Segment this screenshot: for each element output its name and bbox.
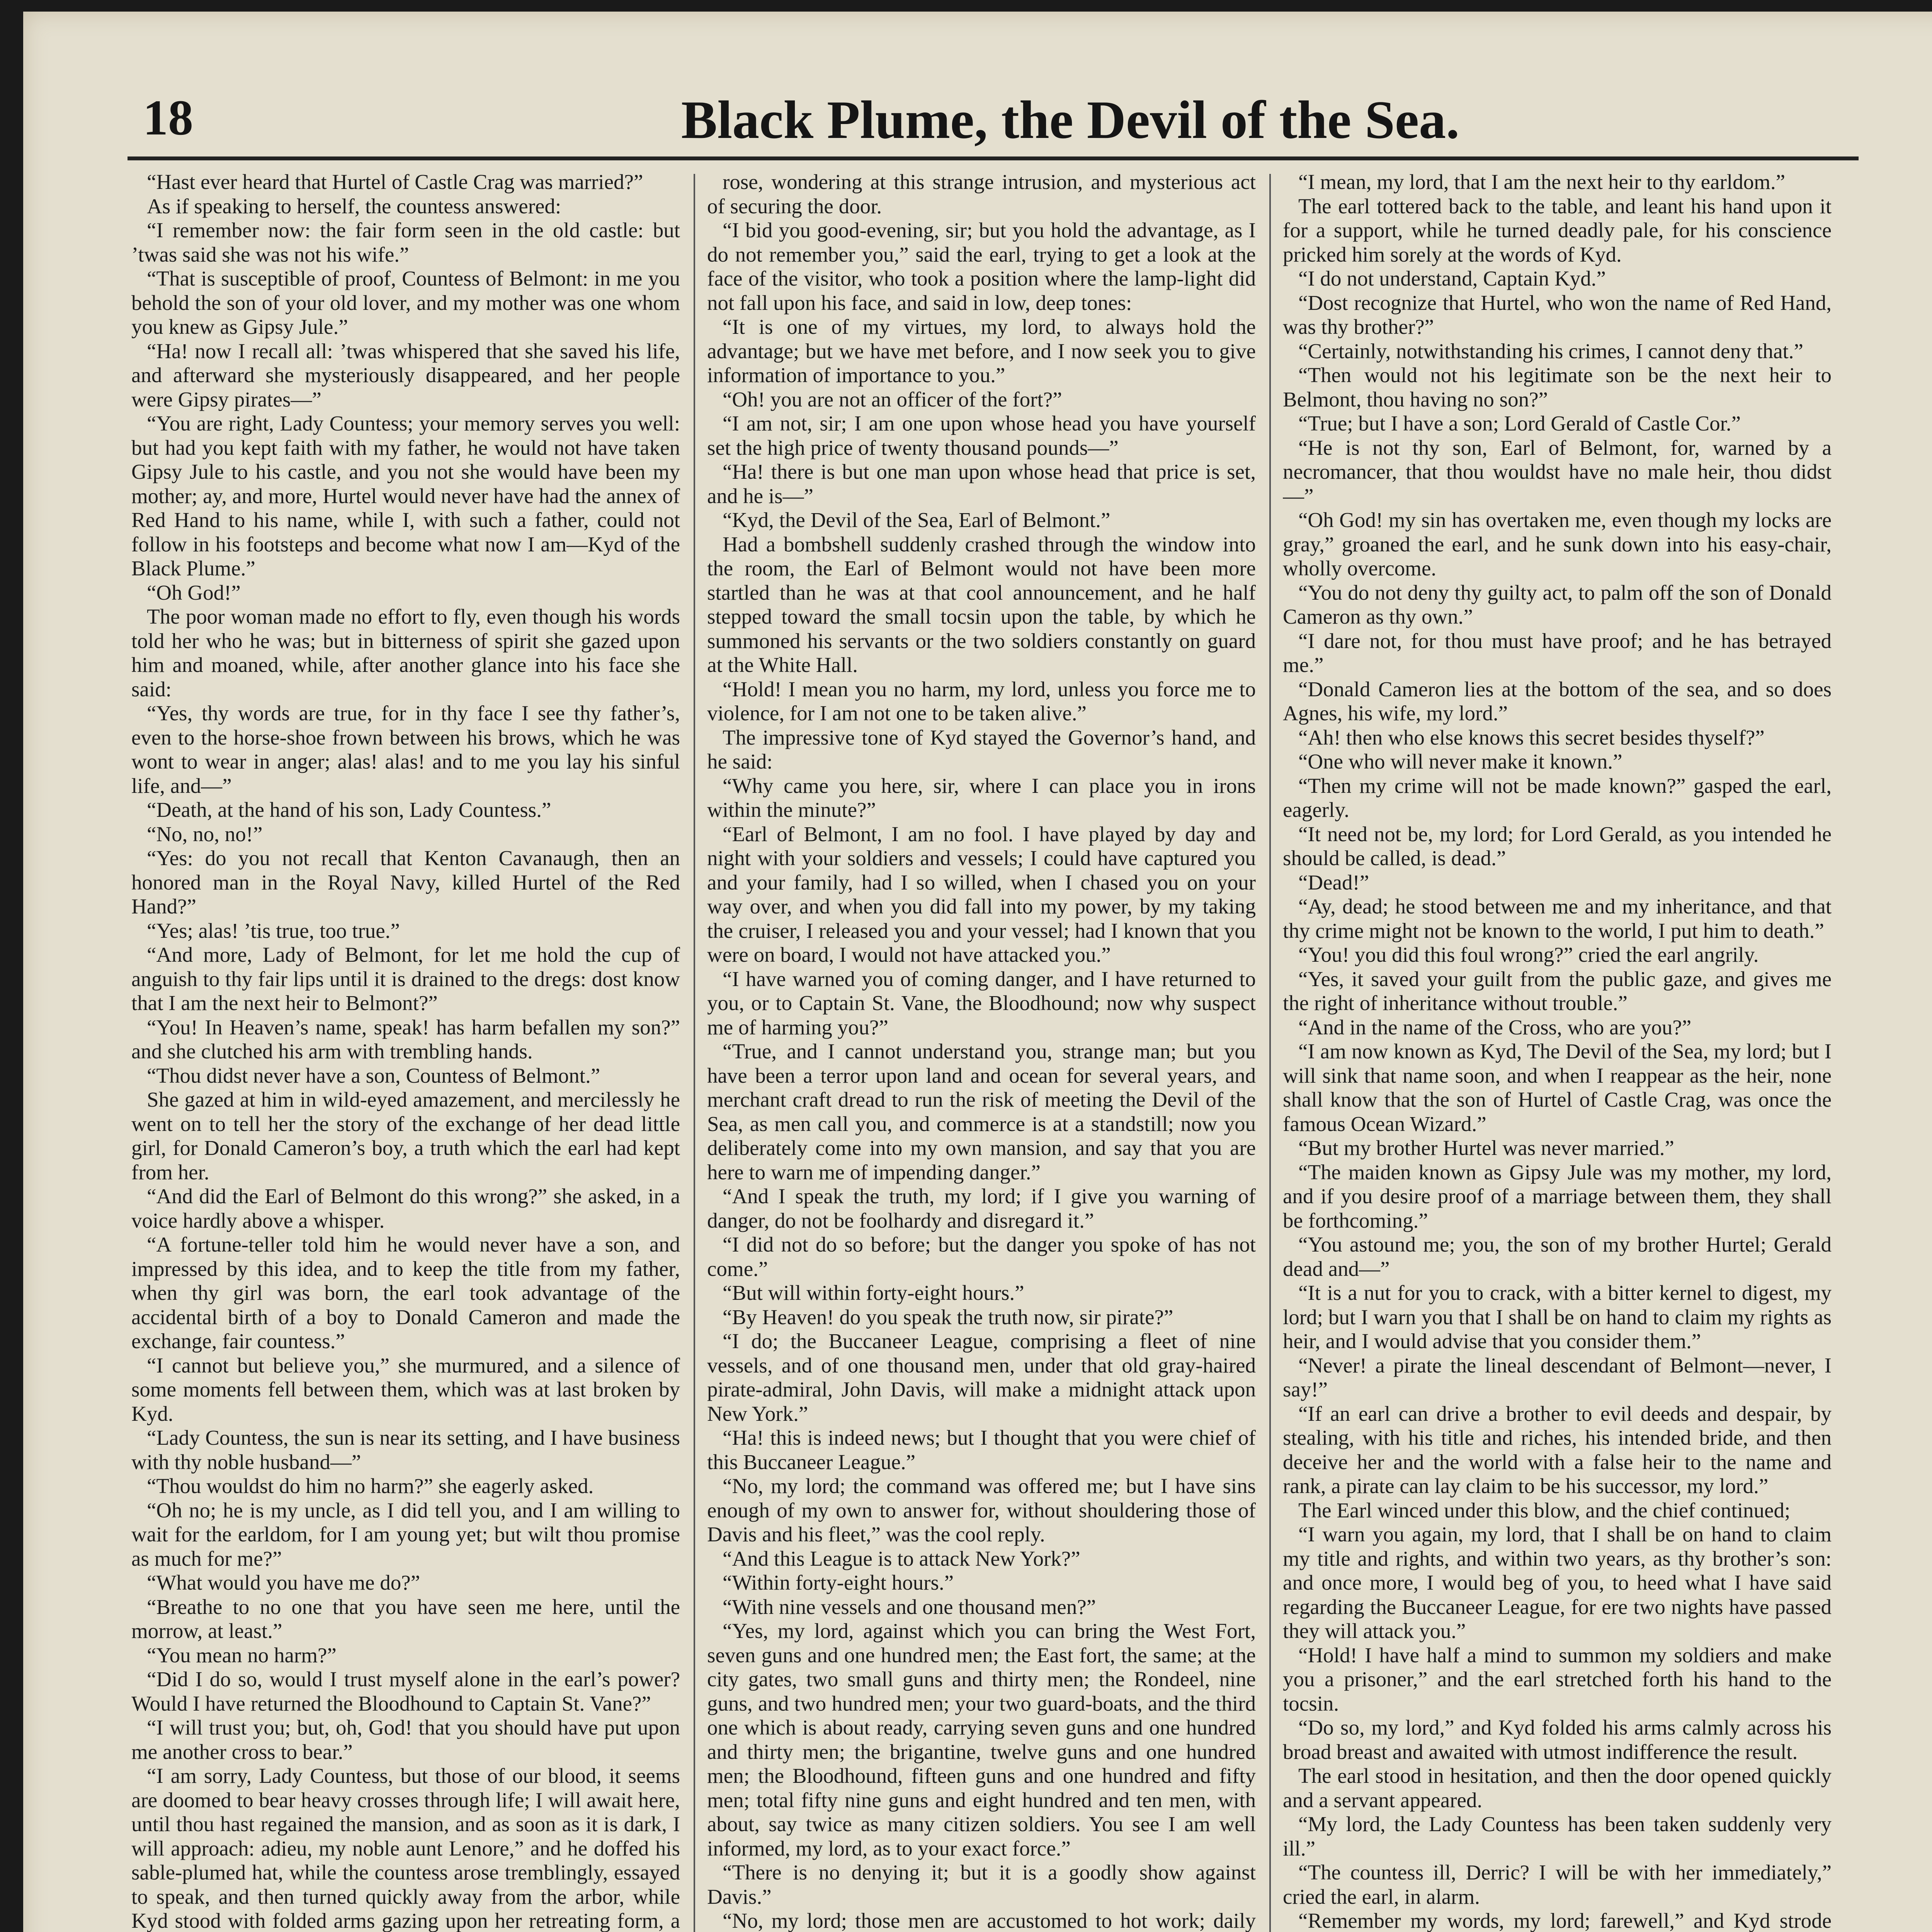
paragraph: “Never! a pirate the lineal descendant of Belmont—never, I say!” [1283, 1353, 1832, 1401]
paragraph: “It is a nut for you to crack, with a bitter kernel to digest, my lord; but I warn you that I shall be on hand to claim my rights as heir, and I would advise that you consider them.” [1283, 1281, 1832, 1353]
paragraph: “Yes, my lord, against which you can bring the West Fort, seven guns and one hundred men; the East fort, the same; at the city gates, two small guns and thirty men; the Rondeel, nine guns, and two hundred men; your two guard-boats, and the third one which is about ready, carrying seven guns and one hundred and thirty men; the brigantine, twelve guns and one hundred men; the Bloodhound, fifteen guns and one hundred and fifty men; total fifty nine guns and eight hundred and ten men, with about, say twice as many citizen soldiers. You see I am well informed, my lord, as to your exact force.” [707, 1619, 1256, 1860]
paragraph: “Oh! you are not an officer of the fort?” [723, 387, 1062, 411]
paragraph: “I will trust you; but, oh, God! that you should have put upon me another cross to bear.” [131, 1716, 680, 1764]
paragraph: “But will within forty-eight hours.” [723, 1281, 1024, 1304]
paragraph: “I have warned you of coming danger, and I have returned to you, or to Captain St. Vane, the Bloodhound; now why suspect me of harming you?” [707, 967, 1256, 1039]
column-2 [707, 170, 1256, 1932]
paragraph: “My lord, the Lady Countess has been taken suddenly very ill.” [1283, 1812, 1832, 1860]
paragraph: “I warn you again, my lord, that I shall be on hand to claim my title and rights, and within two years, as thy brother’s son: and once more, I would beg of you, to heed what I have said regarding the Buccaneer League, for ere two nights have passed they will attack you.” [1283, 1522, 1832, 1643]
column-1 [131, 170, 680, 1932]
paragraph: “Then would not his legitimate son be the next heir to Belmont, thou having no son?” [1283, 363, 1832, 411]
paragraph: “Breathe to no one that you have seen me here, until the morrow, at least.” [131, 1595, 680, 1643]
paragraph: “Earl of Belmont, I am no fool. I have played by day and night with your soldiers and vessels; I could have captured you and your family, had I so willed, when I chased you on your way over, and when you did fall into my power, by my taking the cruiser, I released you and your vessel; had I known that you were on board, I would not have attacked you.” [707, 822, 1256, 966]
paragraph: “No, my lord; the command was offered me; but I have sins enough of my own to answer for, without shouldering those of Davis and his fleet,” was the cool reply. [707, 1474, 1256, 1546]
paragraph: “He is not thy son, Earl of Belmont, for, warned by a necromancer, that thou wouldst have no male heir, thou didst—” [1283, 435, 1832, 508]
paragraph: “Hast ever heard that Hurtel of Castle Crag was married?” [147, 170, 643, 194]
paragraph: “I do; the Buccaneer League, comprising a fleet of nine vessels, and of one thousand men, under that old gray-haired pirate-admiral, John Davis, will make a midnight attack upon New York.” [707, 1329, 1256, 1425]
paragraph: “Ha! there is but one man upon whose head that price is set, and he is—” [707, 460, 1256, 508]
paragraph: “Death, at the hand of his son, Lady Countess.” [147, 798, 551, 821]
paragraph: “You do not deny thy guilty act, to palm off the son of Donald Cameron as thy own.” [1283, 580, 1832, 628]
paragraph: “With nine vessels and one thousand men?” [723, 1595, 1096, 1619]
paragraph: “It need not be, my lord; for Lord Gerald, as you intended he should be called, is dead.” [1283, 822, 1832, 870]
paragraph: “Dost recognize that Hurtel, who won the name of Red Hand, was thy brother?” [1283, 291, 1832, 338]
paragraph: She gazed at him in wild-eyed amazement, and mercilessly he went on to tell her the story of the exchange of her dead little girl, for Donald Cameron’s boy, a truth which the earl had kept from her. [131, 1088, 680, 1184]
paragraph: “Donald Cameron lies at the bottom of the sea, and so does Agnes, his wife, my lord.” [1283, 677, 1832, 725]
paragraph: The Earl winced under this blow, and the chief continued; [1298, 1498, 1791, 1522]
paragraph: “I bid you good-evening, sir; but you hold the advantage, as I do not remember you,” said the earl, trying to get a look at the face of the visitor, who took a position where the lamp-light did not fall upon his face, and said in low, deep tones: [707, 218, 1256, 315]
paragraph: “You mean no harm?” [147, 1643, 337, 1667]
paragraph: “True, and I cannot understand you, strange man; but you have been a terror upon land and ocean for several years, and merchant craft dread to run the risk of meeting the Devil of the Sea, as men call you, and commerce is at a standstill; now you deliberately come into my own mansion, and say that you are here to warn me of impending danger.” [707, 1039, 1256, 1184]
paragraph: “Ha! now I recall all: ’twas whispered that she saved his life, and afterward she mysteriously disappeared, and her people were Gipsy pirates—” [131, 339, 680, 411]
text-columns [131, 170, 1862, 1932]
column-3 [1283, 170, 1832, 1932]
paragraph: “I did not do so before; but the danger you spoke of has not come.” [707, 1233, 1256, 1281]
paragraph: “Yes, it saved your guilt from the public gaze, and gives me the right of inheritance without trouble.” [1283, 967, 1832, 1015]
paragraph: “One who will never make it known.” [1298, 750, 1622, 773]
paragraph: “True; but I have a son; Lord Gerald of Castle Cor.” [1298, 412, 1741, 435]
paragraph: “Then my crime will not be made known?” gasped the earl, eagerly. [1283, 774, 1832, 821]
paragraph: “Ah! then who else knows this secret besides thyself?” [1298, 725, 1765, 749]
paragraph: “That is susceptible of proof, Countess of Belmont: in me you behold the son of your old lover, and my mother was one whom you knew as Gipsy Jule.” [131, 267, 680, 338]
running-title: Black Plume, the Devil of the Sea. [681, 90, 1460, 150]
paragraph: “And in the name of the Cross, who are you?” [1298, 1015, 1692, 1039]
paragraph: “Hold! I have half a mind to summon my soldiers and make you a prisoner,” and the earl stretched forth his hand to the tocsin. [1283, 1643, 1832, 1715]
paragraph: The earl stood in hesitation, and then the door opened quickly and a servant appeared. [1283, 1764, 1832, 1812]
paragraph: “Ay, dead; he stood between me and my inheritance, and that thy crime might not be known to the world, I put him to death.” [1283, 895, 1832, 942]
paragraph: “Thou didst never have a son, Countess of Belmont.” [147, 1063, 600, 1087]
paragraph: “What would you have me do?” [147, 1571, 420, 1594]
paragraph: “I am sorry, Lady Countess, but those of our blood, it seems are doomed to bear heavy crosses through life; I will await here, until thou hast regained the mansion, and as soon as it is dark, I will approach: adieu, my noble aunt Lenore,” and he doffed his sable-plumed hat, while the countess arose tremblingly, essayed to speak, and then turned quickly away from the arbor, while Kyd stood with folded arms gazing upon her retreating form, a [131, 1764, 680, 1932]
paragraph: “Oh no; he is my uncle, as I did tell you, and I am willing to wait for the earldom, for I am young yet; but wilt thou promise as much for me?” [131, 1498, 680, 1570]
paragraph: The earl tottered back to the table, and leant his hand upon it for a support, while he turned deadly pale, for his conscience pricked him sorely at the words of Kyd. [1283, 194, 1832, 266]
paragraph: “You! you did this foul wrong?” cried the earl angrily. [1298, 943, 1759, 966]
paragraph: “I remember now: the fair form seen in the old castle: but ’twas said she was not his wife.” [131, 218, 680, 266]
paragraph: “I mean, my lord, that I am the next heir to thy earldom.” [1298, 170, 1786, 194]
paragraph: “Hold! I mean you no harm, my lord, unless you force me to violence, for I am not one to be taken alive.” [707, 677, 1256, 725]
paragraph: “Dead!” [1298, 870, 1369, 894]
paragraph: “I dare not, for thou must have proof; and he has betrayed me.” [1283, 629, 1832, 677]
paragraph: “Did I do so, would I trust myself alone in the earl’s power? Would I have returned the Bloodhound to Captain St. Vane?” [131, 1667, 680, 1715]
paragraph: “It is one of my virtues, my lord, to always hold the advantage; but we have met before, and I now seek you to give information of importance to you.” [707, 315, 1256, 387]
paragraph: As if speaking to herself, the countess answered: [147, 194, 561, 218]
paragraph: “Remember my words, my lord; farewell,” and Kyd strode [1298, 1909, 1832, 1932]
paragraph: “The maiden known as Gipsy Jule was my mother, my lord, and if you desire proof of a marriage between them, they shall be forthcoming.” [1283, 1160, 1832, 1232]
paragraph: “Kyd, the Devil of the Sea, Earl of Belmont.” [723, 508, 1111, 532]
paragraph: The poor woman made no effort to fly, even though his words told her who he was; but in bitterness of spirit she gazed upon him and moaned, while, after another glance into his face she said: [131, 605, 680, 701]
paragraph: “Thou wouldst do him no harm?” she eagerly asked. [147, 1474, 594, 1498]
paragraph: “A fortune-teller told him he would never have a son, and impressed by this idea, and to keep the title from my father, when thy girl was born, the earl took advantage of the accidental birth of a boy to Donald Cameron and made the exchange, fair countess.” [131, 1233, 680, 1353]
paragraph: “The countess ill, Derric? I will be with her immediately,” cried the earl, in alarm. [1283, 1861, 1832, 1908]
paragraph: “Yes, thy words are true, for in thy face I see thy father’s, even to the horse-shoe frown between his brows, which he was wont to wear in anger; alas! alas! and to me you lay his sinful life, and—” [131, 701, 680, 798]
paragraph: “And this League is to attack New York?” [723, 1546, 1080, 1570]
paragraph: “I am not, sir; I am one upon whose head you have yourself set the high price of twenty thousand pounds—” [707, 412, 1256, 459]
paragraph: “I do not understand, Captain Kyd.” [1298, 267, 1606, 290]
paragraph: “Yes; alas! ’tis true, too true.” [147, 918, 400, 942]
paragraph: “But my brother Hurtel was never married.” [1298, 1136, 1674, 1160]
paragraph: “Oh God! my sin has overtaken me, even though my locks are gray,” groaned the earl, and he sunk down into his easy-chair, wholly overcome. [1283, 508, 1832, 580]
paragraph: rose, wondering at this strange intrusion, and mysterious act of securing the door. [707, 170, 1256, 218]
paragraph: “Certainly, notwithstanding his crimes, I cannot deny that.” [1298, 339, 1803, 363]
paragraph: “No, my lord; those men are accustomed to hot work; daily [723, 1909, 1256, 1932]
paragraph: “If an earl can drive a brother to evil deeds and despair, by stealing, with his title and riches, his intended bride, and then deceive her and the world with a false heir to the name and rank, a pirate can lay claim to be his successor, my lord.” [1283, 1401, 1832, 1498]
page-header [120, 73, 1866, 151]
header-rule [128, 156, 1859, 160]
paragraph: Had a bombshell suddenly crashed through the window into the room, the Earl of Belmont would not have been more startled than he was at that cool announcement, and he half stepped toward the small tocsin upon the table, by which he summoned his servants or the two soldiers constantly on guard at the White Hall. [707, 532, 1256, 677]
paragraph: “And more, Lady of Belmont, for let me hold the cup of anguish to thy fair lips until it is drained to the dregs: dost know that I am the next heir to Belmont?” [131, 943, 680, 1015]
paragraph: The impressive tone of Kyd stayed the Governor’s hand, and he said: [707, 725, 1256, 773]
paragraph: “Do so, my lord,” and Kyd folded his arms calmly across his broad breast and awaited with utmost indifference the result. [1283, 1716, 1832, 1764]
paragraph: “No, no, no!” [147, 822, 263, 846]
paragraph: “Ha! this is indeed news; but I thought that you were chief of this Buccaneer League.” [707, 1426, 1256, 1474]
paragraph: “You! In Heaven’s name, speak! has harm befallen my son?” and she clutched his arm with trembling hands. [131, 1015, 680, 1063]
paragraph: “Yes: do you not recall that Kenton Cavanaugh, then an honored man in the Royal Navy, killed Hurtel of the Red Hand?” [131, 846, 680, 918]
paragraph: “Within forty-eight hours.” [723, 1571, 954, 1594]
paragraph: “You are right, Lady Countess; your memory serves you well: but had you kept faith with my father, he would not have taken Gipsy Jule to his castle, and you not she would have been my mother; ay, and more, Hurtel would never have had the annex of Red Hand to his name, while I, with such a father, could not follow in his footsteps and become what now I am—Kyd of the Black Plume.” [131, 412, 680, 580]
paragraph: “Lady Countess, the sun is near its setting, and I have business with thy noble husband—” [131, 1426, 680, 1474]
paragraph: “I am now known as Kyd, The Devil of the Sea, my lord; but I will sink that name soon, and when I reappear as the heir, none shall know that the son of Hurtel of Castle Crag, was once the famous Ocean Wizard.” [1283, 1039, 1832, 1136]
paragraph: “There is no denying it; but it is a goodly show against Davis.” [707, 1861, 1256, 1908]
paragraph: “And did the Earl of Belmont do this wrong?” she asked, in a voice hardly above a whisper. [131, 1184, 680, 1232]
paragraph: “Oh God!” [147, 580, 241, 604]
page-number: 18 [143, 90, 193, 146]
paragraph: “Why came you here, sir, where I can place you in irons within the minute?” [707, 774, 1256, 821]
paragraph: “And I speak the truth, my lord; if I give you warning of danger, do not be foolhardy and disregard it.” [707, 1184, 1256, 1232]
paragraph: “By Heaven! do you speak the truth now, sir pirate?” [723, 1305, 1173, 1329]
paragraph: “I cannot but believe you,” she murmured, and a silence of some moments fell between them, which was at last broken by Kyd. [131, 1353, 680, 1425]
paragraph: “You astound me; you, the son of my brother Hurtel; Gerald dead and—” [1283, 1233, 1832, 1281]
